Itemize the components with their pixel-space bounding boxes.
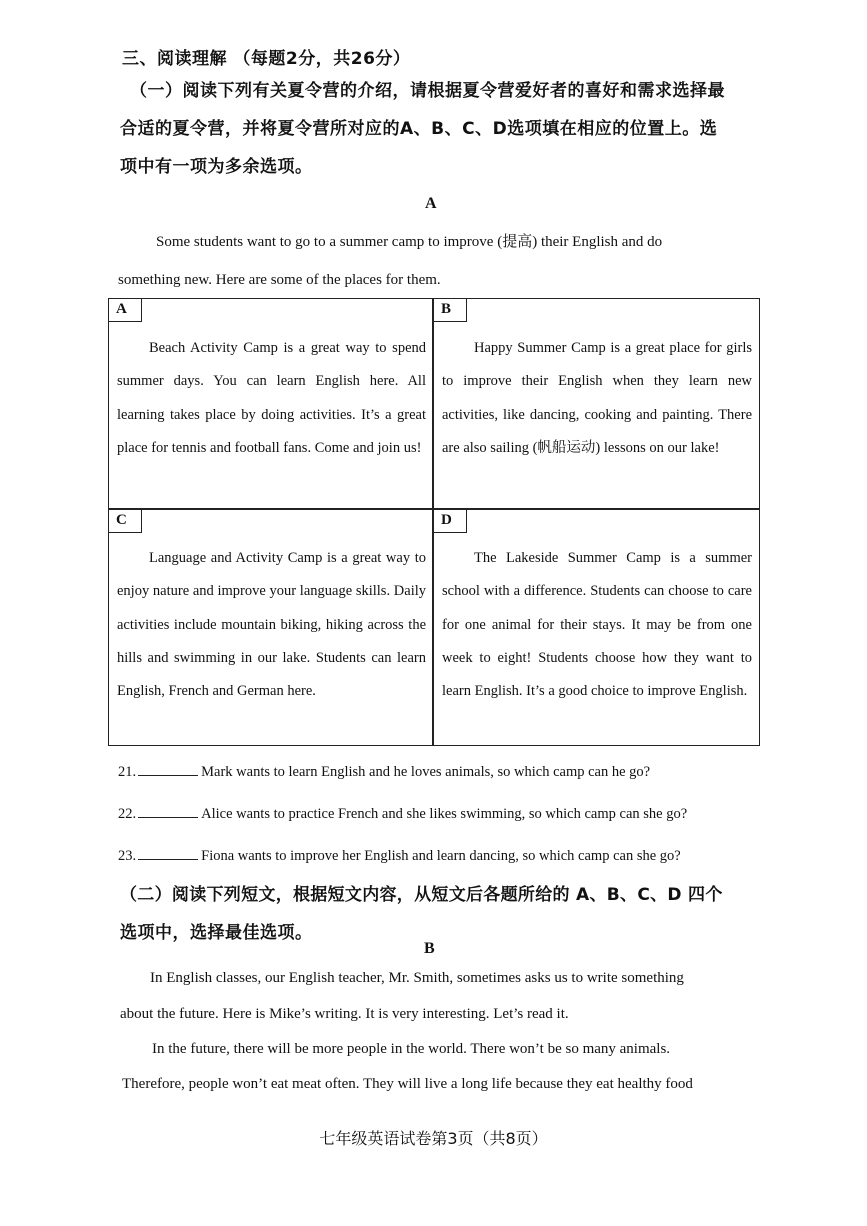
question-number: 21. — [118, 764, 137, 780]
camp-description-b: Happy Summer Camp is a great place for girls to improve their English when they learn new activities, like dancing, cooking and painting. There are also sailing (帆船运动) lessons on our lake! — [442, 340, 752, 456]
answer-blank[interactable] — [138, 761, 198, 776]
question-text: Fiona wants to improve her English and learn dancing, so which camp can she go? — [201, 848, 681, 864]
camp-label-b: B — [433, 298, 467, 322]
instruction-line: （二）阅读下列短文，根据短文内容，从短文后各题所给的 A、B、C、D 四个 — [120, 885, 723, 905]
camp-label-a: A — [108, 298, 142, 322]
instruction-line: （一）阅读下列有关夏令营的介绍，请根据夏令营爱好者的喜好和需求选择最 — [130, 81, 725, 101]
camp-label-c: C — [108, 509, 142, 533]
question-text: Alice wants to practice French and she likes swimming, so which camp can she go? — [201, 806, 688, 822]
question-number: 23. — [118, 848, 137, 864]
camp-description-d: The Lakeside Summer Camp is a summer school with a difference. Students can choose to care for one animal for their stays. It may be from one week to eight! Students choose how they want to learn English. It’s a good choice to improve English. — [442, 550, 752, 700]
passage-intro-line-2: something new. Here are some of the places for them. — [118, 272, 441, 288]
question-22 — [118, 803, 687, 823]
section-heading: 三、阅读理解 （每题2分，共26分） — [122, 49, 411, 69]
passage-letter-b: B — [424, 940, 435, 957]
instruction-line: 合适的夏令营，并将夏令营所对应的A、B、C、D选项填在相应的位置上。选 — [120, 119, 718, 139]
passage-b-line-4: Therefore, people won’t eat meat often. They will live a long life because they eat healthy food — [122, 1076, 693, 1092]
answer-blank[interactable] — [138, 845, 198, 860]
answer-blank[interactable] — [138, 803, 198, 818]
instruction-line: 选项中，选择最佳选项。 — [120, 923, 313, 943]
passage-letter-a: A — [425, 195, 437, 212]
passage-b-line-2: about the future. Here is Mike’s writing. It is very interesting. Let’s read it. — [120, 1006, 569, 1022]
passage-b-line-3: In the future, there will be more people in the world. There won’t be so many animals. — [152, 1041, 671, 1057]
question-text: Mark wants to learn English and he loves animals, so which camp can he go? — [201, 764, 651, 780]
question-21 — [118, 761, 650, 781]
camp-description-c: Language and Activity Camp is a great way to enjoy nature and improve your language skills. Daily activities include mountain biking, hiking across the hills and swimming in our lake. Students can learn English, French and German here. — [117, 550, 426, 700]
camp-label-d: D — [433, 509, 467, 533]
instruction-line: 项中有一项为多余选项。 — [120, 157, 313, 177]
part-one-instructions — [120, 72, 752, 186]
camp-description-a: Beach Activity Camp is a great way to spend summer days. You can learn English here. All learning takes place by doing activities. It’s a great place for tennis and football fans. Come and join us! — [117, 340, 426, 456]
part-two-instructions — [120, 876, 760, 952]
passage-b-line-1: In English classes, our English teacher, Mr. Smith, sometimes asks us to write something — [150, 970, 684, 986]
question-number: 22. — [118, 806, 137, 822]
passage-intro-line-1: Some students want to go to a summer camp to improve (提高) their English and do — [156, 234, 663, 250]
page-footer: 七年级英语试卷第3页（共8页） — [319, 1129, 548, 1148]
question-23 — [118, 845, 681, 865]
